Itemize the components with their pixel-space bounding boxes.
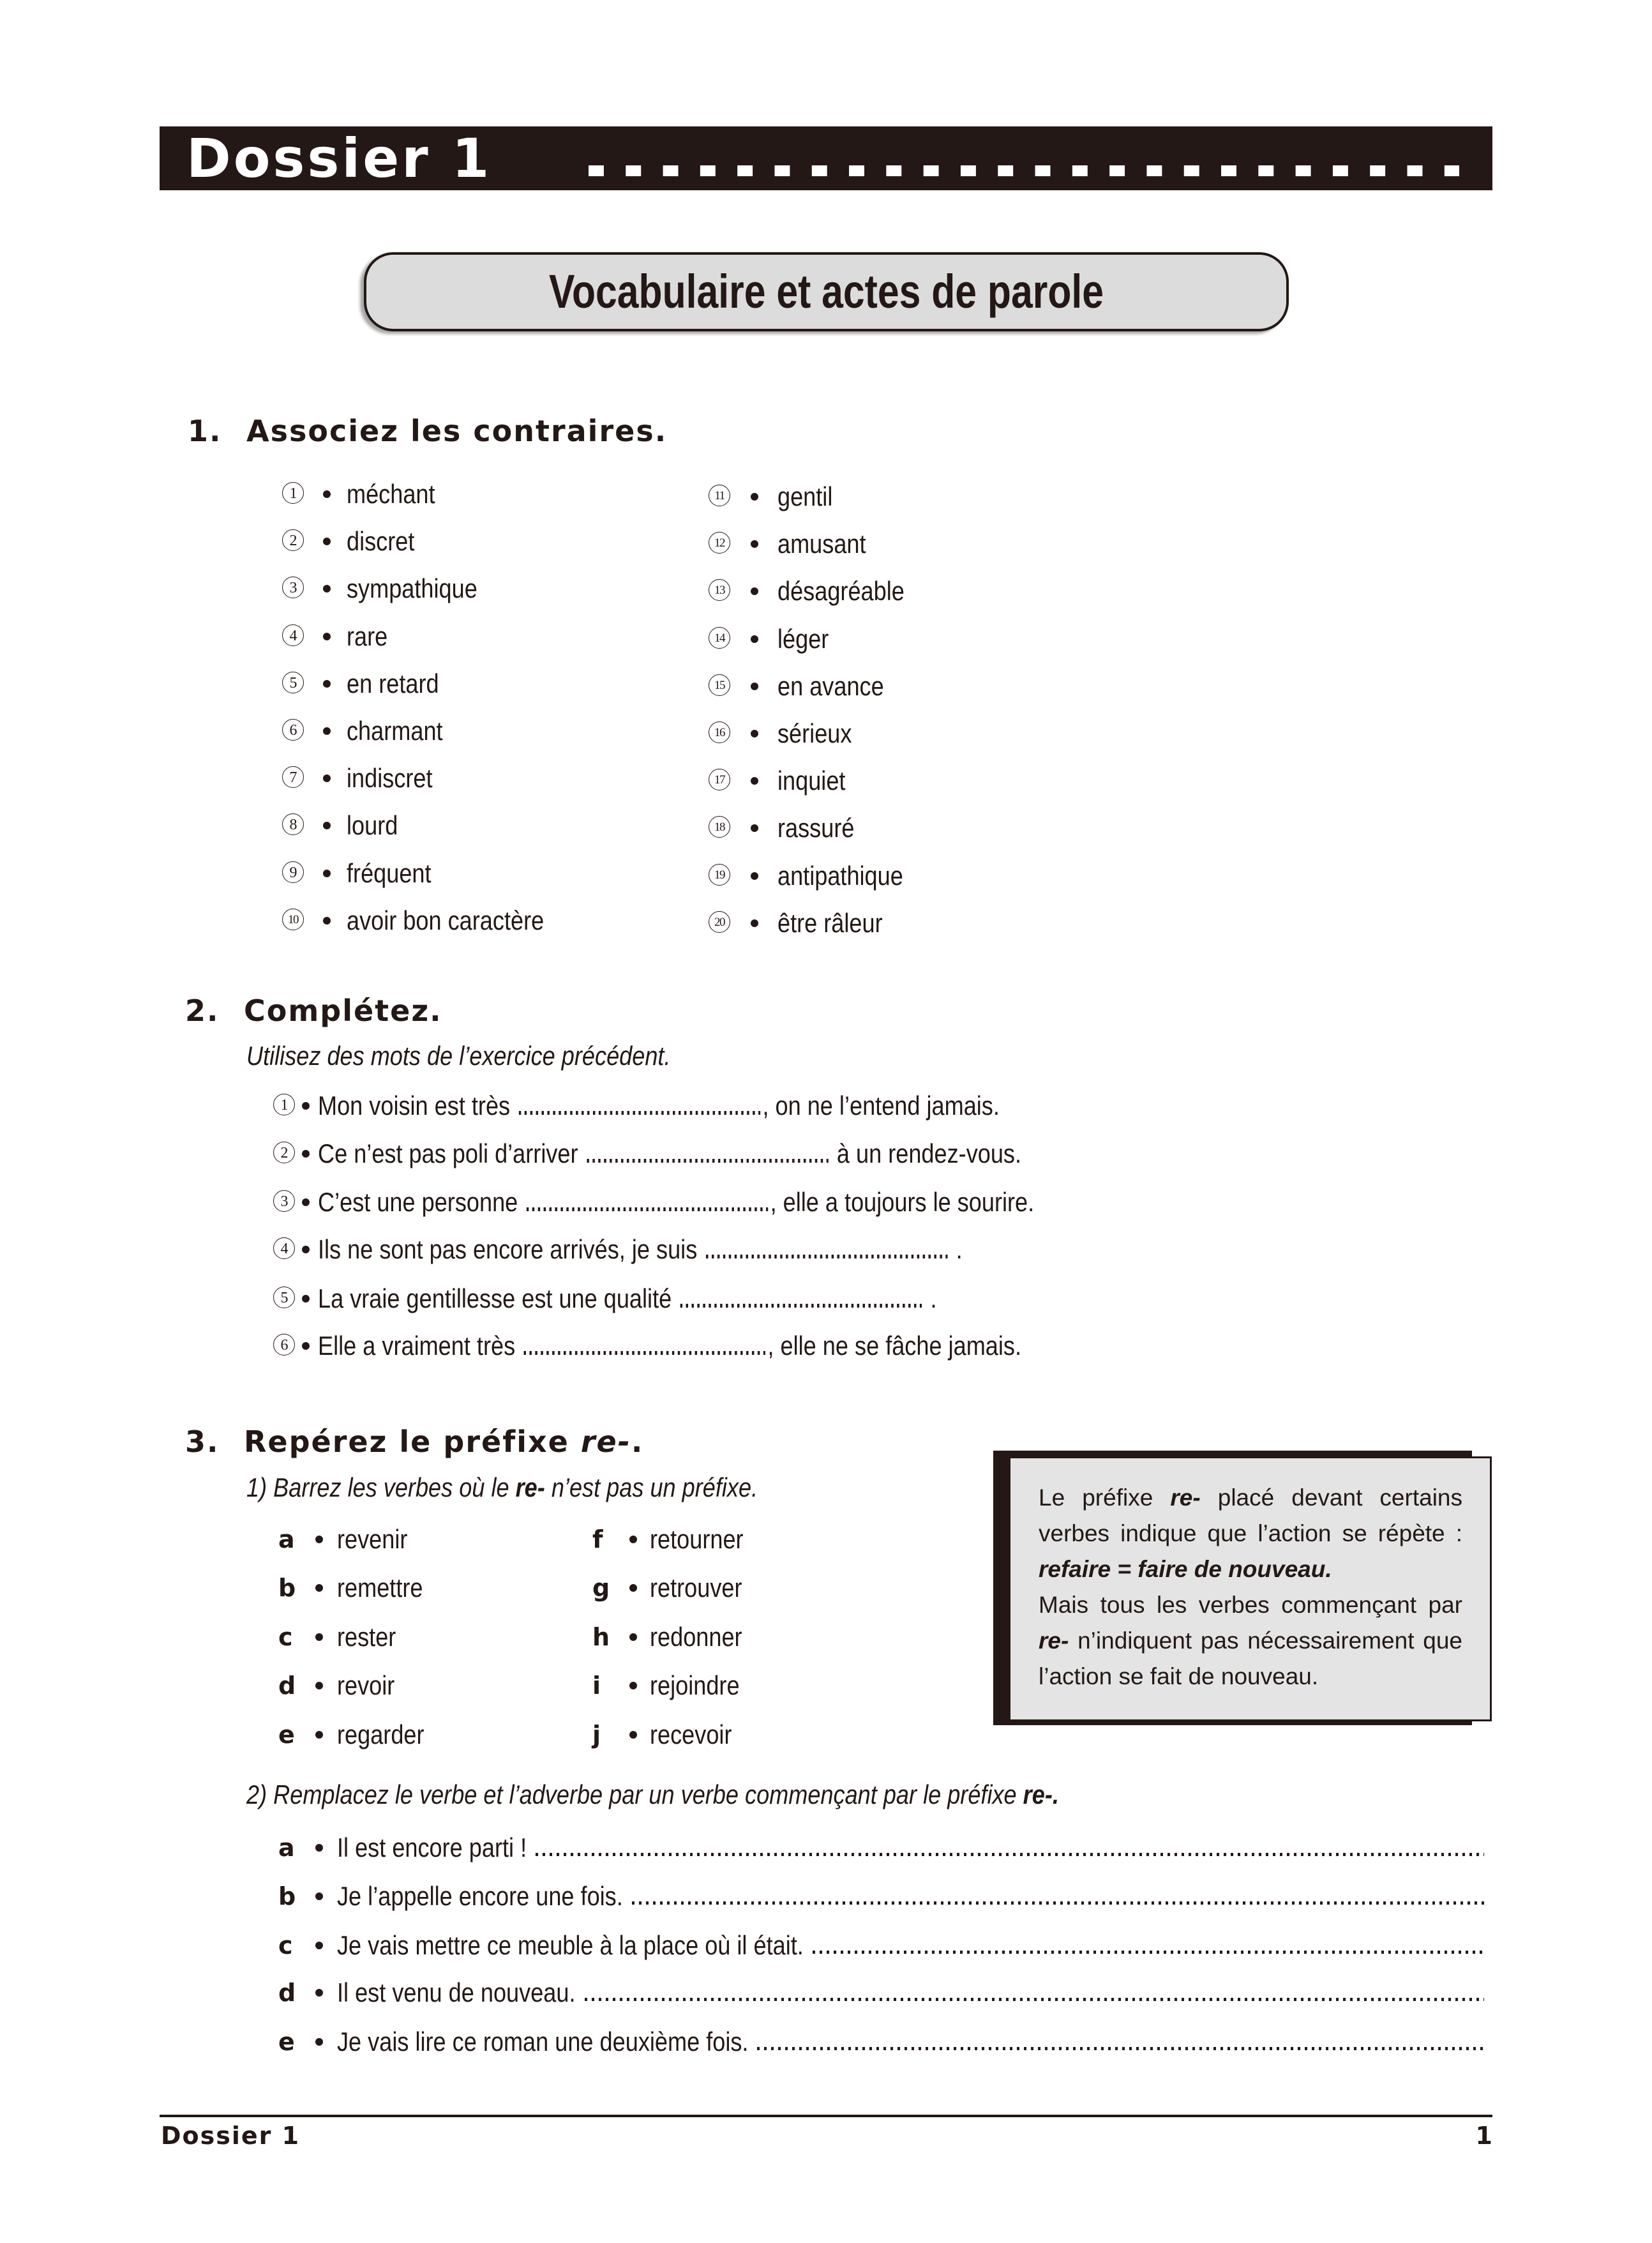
list-item-word: léger [777,623,829,654]
bullet-icon [629,1536,637,1543]
bullet-icon [751,872,758,880]
circled-number: 5 [273,1287,295,1308]
verb-word[interactable]: retrouver [650,1573,742,1603]
item-letter: c [278,1623,293,1651]
circled-number: 19 [709,864,730,886]
circled-number: 3 [273,1190,295,1212]
verb-item [592,1717,880,1753]
rewrite-item [278,1975,1485,2011]
fill-in-item [273,1184,1231,1220]
exercise-2-heading [185,992,442,1030]
rewrite-item [278,2024,1485,2060]
exercise-3-part1-instruction [246,1470,758,1506]
exercise-title: Complétez. [244,993,442,1028]
list-item [709,810,1092,846]
verb-word[interactable]: regarder [337,1719,424,1749]
verb-word[interactable]: retourner [650,1524,744,1554]
bullet-icon [751,824,758,832]
header-dot-leader [589,165,1459,176]
section-title: Vocabulaire et actes de parole [549,265,1104,318]
list-item [709,526,1092,562]
exercise-2-instruction: Utilisez des mots de l’exercice précédent. [246,1041,671,1071]
list-item-word: amusant [777,529,866,559]
bullet-icon [629,1682,637,1689]
bullet-icon [302,1246,310,1253]
info-bold: re- [1170,1484,1201,1511]
bullet-icon [323,917,331,925]
bullet-icon [323,490,331,498]
sentence: Il est venu de nouveau. [337,1977,576,2007]
bullet-icon [302,1150,310,1158]
list-item-word: sérieux [777,718,852,748]
info-line [1039,1623,1462,1659]
circled-number: 16 [709,721,730,743]
bullet-icon [302,1198,310,1206]
sentence-start: Ils ne sont pas encore arrivés, je suis [318,1234,698,1264]
bullet-icon [302,1342,310,1350]
list-item [282,760,665,796]
circled-number: 18 [709,816,730,838]
bullet-icon [323,538,331,545]
circled-number: 2 [273,1142,295,1163]
item-letter: b [278,1574,296,1602]
exercise-title-prefix: re- [580,1424,631,1459]
exercise-number: 2. [185,993,220,1028]
blank-field[interactable] [519,1111,760,1115]
info-line: l’action se fait de nouveau. [1039,1663,1319,1689]
item-letter: a [278,1525,295,1553]
fill-in-item [273,1281,1231,1317]
list-item-word: lourd [347,810,398,841]
bullet-icon [315,2038,323,2046]
sentence: Je vais mettre ce meuble à la place où il était. [337,1930,804,1960]
list-item-word: avoir bon caractère [347,905,544,935]
sentence [318,1184,1034,1220]
section-title-box [364,252,1289,331]
item-letter: f [592,1525,603,1553]
sentence-start: Mon voisin est très [318,1091,511,1121]
circled-number: 11 [709,485,730,506]
page-number: 1 [1475,2122,1492,2150]
bullet-icon [302,1295,310,1303]
list-item-word: méchant [347,479,435,509]
list-item [282,856,665,891]
chapter-title: Dossier 1 [186,127,492,190]
instruction-text: n’est pas un préfixe. [544,1472,758,1502]
footer-rule [160,2115,1492,2117]
item-letter: h [592,1623,610,1651]
list-item [282,713,665,749]
rewrite-item [278,1878,1485,1914]
blank-field[interactable] [706,1255,947,1258]
bullet-icon [315,1892,323,1900]
list-item-word: sympathique [347,573,477,604]
fill-in-item [273,1136,1231,1172]
answer-field[interactable] [632,1901,1484,1905]
list-item [282,524,665,559]
sentence [318,1136,1021,1172]
list-item-word: être râleur [777,907,883,938]
sentence [318,1328,1021,1364]
rewrite-item [278,1928,1485,1963]
list-item-word: indiscret [347,763,433,794]
circled-number: 12 [709,532,730,554]
item-letter: i [592,1672,601,1700]
list-item-word: en avance [777,670,884,701]
info-box [1009,1456,1492,1721]
info-line: Mais tous les verbes commençant par [1039,1592,1462,1618]
exercise-1-heading [188,412,667,450]
chapter-header-bar [160,126,1492,190]
exercise-3-heading [185,1423,643,1461]
exercise-title: Associez les contraires. [246,414,668,448]
circled-number: 6 [273,1334,295,1356]
bullet-icon [323,870,331,877]
circled-number: 7 [282,766,304,788]
verb-word[interactable]: rejoindre [650,1670,740,1700]
verb-item [278,1570,566,1606]
exercise-title: Repérez le préfixe [244,1424,581,1459]
list-item-word: en retard [347,668,439,699]
info-text: Le préfixe [1039,1484,1153,1511]
fill-in-item [273,1088,1231,1124]
bullet-icon [751,919,758,927]
item-letter: d [278,1672,296,1700]
prefix-bold: re- [515,1472,545,1502]
fill-in-item [273,1232,1231,1267]
list-item-word: antipathique [777,860,903,891]
circled-number: 4 [282,624,304,646]
circled-number: 8 [282,813,304,835]
bullet-icon [323,727,331,735]
verb-item [278,1619,566,1655]
circled-number: 14 [709,627,730,649]
item-letter: d [278,1979,296,2007]
list-item [282,808,665,843]
list-item [282,476,665,512]
answer-field[interactable] [585,1998,1484,2001]
answer-field[interactable] [757,2047,1484,2050]
bullet-icon [315,1989,323,1997]
circled-number: 1 [273,1094,295,1115]
info-text: n’indiquent pas nécessairement que [1069,1627,1462,1654]
verb-word[interactable]: revenir [337,1524,408,1554]
bullet-icon [751,635,758,643]
item-letter: c [278,1931,293,1960]
list-item-word: rassuré [777,813,855,843]
bullet-icon [629,1584,637,1592]
list-item-word: désagréable [777,576,905,607]
blank-field[interactable] [527,1207,768,1211]
rewrite-item [278,1830,1485,1866]
sentence [318,1281,937,1317]
verb-word[interactable]: revoir [337,1670,395,1700]
exercise-number: 3. [185,1424,220,1459]
bullet-icon [315,1682,323,1689]
verb-word[interactable]: recevoir [650,1719,732,1749]
circled-number: 1 [282,482,304,504]
bullet-icon [315,1633,323,1641]
verb-item [592,1522,880,1557]
sentence [318,1232,963,1267]
item-letter: e [278,1721,295,1749]
answer-field[interactable] [536,1853,1484,1856]
list-item [709,621,1092,657]
verb-word[interactable]: remettre [337,1573,423,1603]
bullet-icon [751,777,758,785]
instruction-text: Remplacez le verbe et l’adverbe par un verbe commençant par le préfixe [273,1779,1023,1809]
list-item-word: fréquent [347,857,432,888]
part-label: 2) [246,1779,267,1809]
bullet-icon [751,587,758,595]
verb-item [278,1668,566,1703]
info-box-text [1039,1480,1462,1695]
circled-number: 2 [282,529,304,551]
info-line [1039,1480,1462,1516]
item-letter: e [278,2028,295,2056]
prefix-bold: re-. [1023,1779,1059,1809]
circled-number: 9 [282,861,304,883]
list-item [709,668,1092,704]
info-bold: re- [1039,1627,1069,1654]
bullet-icon [751,730,758,737]
exercise-title-end: . [631,1424,644,1459]
bullet-icon [629,1633,637,1641]
list-item [282,571,665,607]
instruction-text: Barrez les verbes où le [273,1472,516,1502]
sentence-start: La vraie gentillesse est une qualité [318,1283,672,1313]
circled-number: 20 [709,911,730,933]
sentence: Je vais lire ce roman une deuxième fois. [337,2027,749,2057]
list-item-word: inquiet [777,766,846,796]
circled-number: 6 [282,719,304,741]
sentence [318,1088,1000,1124]
bullet-icon [323,822,331,829]
info-bold: refaire = faire de nouveau. [1039,1556,1332,1582]
bullet-icon [315,1536,323,1543]
sentence-start: Elle a vraiment très [318,1331,516,1361]
verb-item [278,1522,566,1557]
sentence-end: . [924,1283,937,1313]
sentence: Je l’appelle encore une fois. [337,1881,623,1911]
item-letter: j [592,1721,601,1749]
sentence-start: C’est une personne [318,1187,518,1217]
list-item [282,666,665,702]
bullet-icon [323,680,331,688]
blank-field[interactable] [680,1304,922,1308]
list-item [282,619,665,654]
list-item [709,763,1092,799]
bullet-icon [302,1102,310,1110]
sentence-end: , elle a toujours le sourire. [770,1187,1035,1217]
bullet-icon [751,683,758,690]
list-item-word: discret [347,526,415,557]
info-text: placé devant certains [1217,1484,1462,1511]
verb-item [592,1668,880,1703]
list-item-word: charmant [347,716,443,746]
item-letter: a [278,1834,295,1862]
bullet-icon [315,1731,323,1739]
bullet-icon [629,1731,637,1739]
verb-word[interactable]: rester [337,1622,396,1652]
bullet-icon [315,1584,323,1592]
exercise-number: 1. [188,414,222,448]
fill-in-item [273,1328,1231,1364]
list-item [709,479,1092,515]
item-letter: g [592,1574,610,1602]
circled-number: 4 [273,1237,295,1259]
bullet-icon [323,633,331,640]
list-item-word: rare [347,621,388,651]
part-label: 1) [246,1472,267,1502]
circled-number: 10 [282,909,304,930]
info-line: verbes indique que l’action se répète : [1039,1520,1462,1546]
blank-field[interactable] [524,1351,765,1355]
blank-field[interactable] [587,1159,828,1163]
bullet-icon [751,540,758,548]
verb-word[interactable]: redonner [650,1622,742,1652]
footer-label: Dossier 1 [161,2122,301,2150]
verb-item [592,1619,880,1655]
list-item [282,903,665,939]
list-item [709,716,1092,751]
sentence: Il est encore parti ! [337,1832,527,1862]
sentence-start: Ce n’est pas poli d’arriver [318,1138,578,1168]
bullet-icon [315,1942,323,1949]
sentence-end: à un rendez-vous. [830,1138,1022,1168]
circled-number: 15 [709,674,730,696]
bullet-icon [323,774,331,782]
sentence-end: . [949,1234,963,1264]
circled-number: 17 [709,769,730,790]
sentence-end: , elle ne se fâche jamais. [767,1331,1021,1361]
exercise-3-part2-instruction [246,1777,1059,1813]
list-item [709,573,1092,609]
list-item [709,858,1092,894]
sentence-end: , on ne l’entend jamais. [762,1091,1000,1121]
circled-number: 13 [709,579,730,601]
circled-number: 5 [282,672,304,693]
bullet-icon [315,1844,323,1852]
list-item [709,905,1092,941]
bullet-icon [323,585,331,593]
list-item-word: gentil [777,481,833,511]
verb-item [592,1570,880,1606]
circled-number: 3 [282,577,304,598]
verb-item [278,1717,566,1753]
bullet-icon [751,493,758,501]
answer-field[interactable] [813,1951,1484,1954]
info-line [1039,1552,1462,1587]
item-letter: b [278,1882,296,1910]
